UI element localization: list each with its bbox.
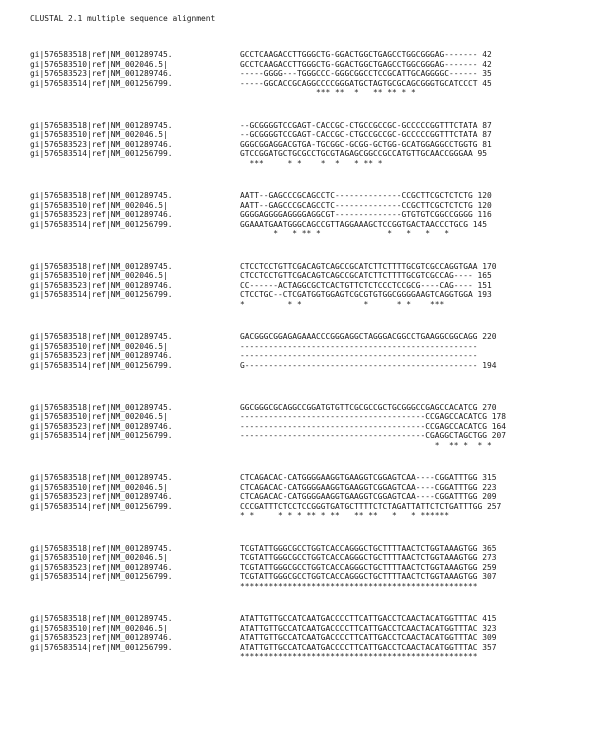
sequence-text: TCGTATTGGGCGCCTGGTCACCAGGGCTGCTTTTAACTCTGGTAAAGTGG xyxy=(240,553,478,562)
alignment-block xyxy=(30,50,600,98)
sequence-text: ---------------------------------------CCGAGCCACATCG xyxy=(240,412,488,421)
sequence-position: 95 xyxy=(477,149,488,158)
alignment-block xyxy=(30,403,600,451)
sequence-text: GTCCGGATGCTGCGCCTGCGTAGAGCGGCCGCCATGTTGCAACCGGGAA xyxy=(240,149,473,158)
sequence-position: 270 xyxy=(482,402,497,412)
sequence-row xyxy=(30,412,600,422)
sequence-position: 87 xyxy=(482,130,492,139)
sequence-id: gi|576583514|ref|NM_001256799. xyxy=(30,572,173,581)
consensus-row xyxy=(30,370,600,380)
sequence-id: gi|576583523|ref|NM_001289746. xyxy=(30,210,173,219)
sequence-position: 81 xyxy=(482,139,492,149)
sequence-position: 220 xyxy=(482,332,497,341)
sequence-id: gi|576583523|ref|NM_001289746. xyxy=(30,69,173,78)
sequence-row xyxy=(30,191,600,201)
consensus-row xyxy=(30,582,600,592)
sequence-position: 273 xyxy=(482,553,497,562)
sequence-text: ATATTGTTGCCATCAATGACCCCTTCATTGACCTCAACTACATGGTTTAC xyxy=(240,633,478,642)
sequence-row xyxy=(30,563,600,573)
sequence-id: gi|576583518|ref|NM_001289745. xyxy=(30,614,173,623)
sequence-id: gi|576583514|ref|NM_001256799. xyxy=(30,290,173,299)
sequence-position: 42 xyxy=(482,50,492,59)
sequence-position: 87 xyxy=(482,120,492,130)
sequence-text: TCGTATTGGGCGCCTGGTCACCAGGGCTGCTTTTAACTCTGGTAAAGTGG xyxy=(240,572,478,581)
sequence-position: 307 xyxy=(482,572,497,581)
sequence-id: gi|576583510|ref|NM_002046.5| xyxy=(30,271,168,280)
sequence-row xyxy=(30,572,600,582)
consensus-row xyxy=(30,159,600,169)
sequence-text: GGGCGGAGGACGTGA-TGCGGC-GCGG-GCTGG-GCATGGAGGCCTGGTG xyxy=(240,139,478,149)
sequence-text: GGAAATGAATGGGCAGCCGTTAGGAAAGCTCCGGTGACTAACCCTGCG xyxy=(240,219,469,229)
sequence-row xyxy=(30,140,600,150)
sequence-text: --GCGGGGTCCGAGT-CACCGC-CTGCCGCCGC-GCCCCCGGTTTCTATA xyxy=(240,130,478,139)
sequence-text: ATATTGTTGCCATCAATGACCCCTTCATTGACCTCAACTACATGGTTTAC xyxy=(240,614,478,623)
sequence-id: gi|576583514|ref|NM_001256799. xyxy=(30,78,173,88)
sequence-position: 309 xyxy=(482,633,497,642)
sequence-id: gi|576583523|ref|NM_001289746. xyxy=(30,280,173,290)
sequence-text: ---------------------------------------CGAGGCTAGCTGG xyxy=(240,431,488,440)
sequence-text: GGCGGGCGCAGGCCGGATGTGTTCGCGCCGCTGCGGGCCGAGCCACATCG xyxy=(240,402,478,412)
alignment-block xyxy=(30,121,600,169)
sequence-row xyxy=(30,281,600,291)
sequence-text: G------------------------------------------------- xyxy=(240,360,478,370)
sequence-position: 151 xyxy=(477,280,492,290)
sequence-position: 145 xyxy=(472,219,488,229)
sequence-id: gi|576583514|ref|NM_001256799. xyxy=(30,149,173,158)
sequence-text: -----GGCACCGCAGGCCCCGGGATGCTAGTGCGCAGCGGGTGCATCCCT xyxy=(240,78,478,88)
sequence-row xyxy=(30,633,600,643)
consensus-marks: *** ** * ** ** * * xyxy=(240,88,445,97)
consensus-marks: * * * * * ** * ** ** ** * * ****** xyxy=(240,511,450,520)
sequence-row xyxy=(30,431,600,441)
sequence-id: gi|576583510|ref|NM_002046.5| xyxy=(30,623,168,633)
consensus-row xyxy=(30,300,600,310)
sequence-position: 194 xyxy=(482,360,497,370)
document-title: CLUSTAL 2.1 multiple sequence alignment xyxy=(30,14,216,23)
sequence-text: --GCGGGGTCCGAGT-CACCGC-CTGCCGCCGC-GCCCCCGGTTTCTATA xyxy=(240,120,478,130)
consensus-marks: ************************************************** xyxy=(240,652,478,661)
sequence-id: gi|576583523|ref|NM_001289746. xyxy=(30,351,173,360)
sequence-row xyxy=(30,69,600,79)
alignment-block xyxy=(30,262,600,310)
sequence-id: gi|576583514|ref|NM_001256799. xyxy=(30,219,173,229)
sequence-id: gi|576583518|ref|NM_001289745. xyxy=(30,473,173,482)
sequence-text: AATT--GAGCCCGCAGCCTC--------------CCGCTTCGCTCTCTG xyxy=(240,200,473,210)
sequence-row xyxy=(30,624,600,634)
sequence-row xyxy=(30,502,600,512)
sequence-id: gi|576583523|ref|NM_001289746. xyxy=(30,633,173,642)
sequence-position: 209 xyxy=(482,492,497,501)
sequence-text: CTCAGACAC-CATGGGGAAGGTGAAGGTCGGAGTCAA----CGGATTTGG xyxy=(240,492,478,501)
sequence-text: -----GGGG---TGGGCCC-GGGCGGCCTCCGCATTGCAGGGGC------ xyxy=(240,69,478,78)
sequence-id: gi|576583518|ref|NM_001289745. xyxy=(30,543,173,553)
sequence-text: TCGTATTGGGCGCCTGGTCACCAGGGCTGCTTTTAACTCTGGTAAAGTGG xyxy=(240,543,478,553)
sequence-row xyxy=(30,473,600,483)
sequence-text: GCCTCAAGACCTTGGGCTG-GGACTGGCTGAGCCTGGCGGGAG------- xyxy=(240,50,478,59)
sequence-row xyxy=(30,210,600,220)
sequence-position: 170 xyxy=(482,261,497,271)
sequence-position: 120 xyxy=(477,200,492,210)
sequence-id: gi|576583518|ref|NM_001289745. xyxy=(30,50,173,59)
sequence-row xyxy=(30,201,600,211)
sequence-position: 365 xyxy=(482,543,497,553)
alignment-blocks xyxy=(30,50,600,662)
consensus-marks: ************************************************** xyxy=(240,581,478,591)
sequence-position: 207 xyxy=(491,431,507,440)
sequence-row xyxy=(30,220,600,230)
sequence-text: ATATTGTTGCCATCAATGACCCCTTCATTGACCTCAACTACATGGTTTAC xyxy=(240,623,478,633)
sequence-row xyxy=(30,262,600,272)
sequence-position: 257 xyxy=(487,501,502,511)
consensus-marks: * * ** * * * * * xyxy=(240,229,450,238)
sequence-row xyxy=(30,50,600,60)
sequence-position: 35 xyxy=(482,69,492,78)
sequence-text: CTCCTCCTGTTCGACAGTCAGCCGCATCTTCTTTTGCGTCGCCAGGTGAA xyxy=(240,261,478,271)
sequence-text: GACGGGCGGAGAGAAACCCGGGAGGCTAGGGACGGCCTGAAGGCGGCAGG xyxy=(240,332,478,341)
sequence-id: gi|576583523|ref|NM_001289746. xyxy=(30,492,173,501)
sequence-id: gi|576583523|ref|NM_001289746. xyxy=(30,421,173,431)
sequence-row xyxy=(30,643,600,653)
sequence-row xyxy=(30,332,600,342)
sequence-id: gi|576583518|ref|NM_001289745. xyxy=(30,261,173,271)
consensus-marks: * * * * * * *** xyxy=(240,299,445,309)
sequence-position: 120 xyxy=(477,191,492,200)
consensus-marks: *** * * * * * ** * xyxy=(240,158,383,168)
sequence-id: gi|576583518|ref|NM_001289745. xyxy=(30,120,173,130)
sequence-id: gi|576583523|ref|NM_001289746. xyxy=(30,139,173,149)
sequence-position: 42 xyxy=(482,59,492,69)
sequence-row xyxy=(30,290,600,300)
sequence-id: gi|576583510|ref|NM_002046.5| xyxy=(30,482,168,492)
sequence-text: TCGTATTGGGCGCCTGGTCACCAGGGCTGCTTTTAACTCTGGTAAAGTGG xyxy=(240,562,478,572)
sequence-row xyxy=(30,422,600,432)
sequence-row xyxy=(30,271,600,281)
sequence-text: AATT--GAGCCCGCAGCCTC--------------CCGCTTCGCTCTCTG xyxy=(240,191,473,200)
sequence-id: gi|576583518|ref|NM_001289745. xyxy=(30,332,173,341)
sequence-id: gi|576583514|ref|NM_001256799. xyxy=(30,501,173,511)
sequence-position: 165 xyxy=(477,271,492,280)
consensus-marks: * ** * * * xyxy=(240,440,492,450)
sequence-text: ---------------------------------------CCGAGCCACATCG xyxy=(240,421,488,431)
consensus-row xyxy=(30,88,600,98)
sequence-text: -------------------------------------------------- xyxy=(240,341,478,351)
sequence-row xyxy=(30,614,600,624)
sequence-text: GCCTCAAGACCTTGGGCTG-GGACTGGCTGAGCCTGGCGGGAG------- xyxy=(240,59,478,69)
sequence-position: 45 xyxy=(482,78,492,88)
sequence-position: 164 xyxy=(491,421,507,431)
sequence-id: gi|576583514|ref|NM_001256799. xyxy=(30,360,173,370)
sequence-row xyxy=(30,403,600,413)
sequence-id: gi|576583514|ref|NM_001256799. xyxy=(30,431,173,440)
sequence-position: 116 xyxy=(477,210,492,219)
consensus-row xyxy=(30,441,600,451)
sequence-text: ATATTGTTGCCATCAATGACCCCTTCATTGACCTCAACTACATGGTTTAC xyxy=(240,642,478,652)
alignment-block xyxy=(30,544,600,592)
sequence-text: -------------------------------------------------- xyxy=(240,351,478,360)
sequence-id: gi|576583523|ref|NM_001289746. xyxy=(30,562,173,572)
sequence-text: CTCCTGC--CTCGATGGTGGAGTCGCGTGTGGCGGGGAAGTCAGGTGGA xyxy=(240,290,473,299)
sequence-row xyxy=(30,149,600,159)
sequence-text: CTCCTCCTGTTCGACAGTCAGCCGCATCTTCTTTTGCGTCGCCAG---- xyxy=(240,271,473,280)
sequence-position: 178 xyxy=(491,412,507,421)
consensus-row xyxy=(30,511,600,521)
sequence-id: gi|576583510|ref|NM_002046.5| xyxy=(30,200,168,210)
sequence-row xyxy=(30,342,600,352)
sequence-row xyxy=(30,553,600,563)
sequence-id: gi|576583510|ref|NM_002046.5| xyxy=(30,412,168,421)
sequence-row xyxy=(30,130,600,140)
consensus-row xyxy=(30,652,600,662)
sequence-id: gi|576583510|ref|NM_002046.5| xyxy=(30,130,168,139)
sequence-position: 223 xyxy=(482,482,497,492)
sequence-id: gi|576583518|ref|NM_001289745. xyxy=(30,402,173,412)
sequence-position: 323 xyxy=(482,623,497,633)
sequence-text: CCCGATTTCTCCTCCGGGTGATGCTTTTCTCTAGATTATTCTCTGATTTGG xyxy=(240,501,483,511)
sequence-position: 259 xyxy=(482,562,497,572)
sequence-position: 357 xyxy=(482,642,497,652)
alignment-block xyxy=(30,614,600,662)
consensus-row xyxy=(30,229,600,239)
sequence-row xyxy=(30,492,600,502)
sequence-position: 415 xyxy=(482,614,497,623)
sequence-text: GGGGAGGGGAGGGGAGGCGT--------------GTGTGTCGGCCGGGG xyxy=(240,210,473,219)
sequence-text: CTCAGACAC-CATGGGGAAGGTGAAGGTCGGAGTCAA----CGGATTTGG xyxy=(240,473,478,482)
sequence-id: gi|576583510|ref|NM_002046.5| xyxy=(30,59,168,69)
sequence-id: gi|576583510|ref|NM_002046.5| xyxy=(30,341,168,351)
sequence-row xyxy=(30,483,600,493)
sequence-text: CC------ACTAGGCGCTCACTGTTCTCTCCCTCCGCG----CAG---- xyxy=(240,280,473,290)
sequence-row xyxy=(30,544,600,554)
alignment-block xyxy=(30,191,600,239)
sequence-id: gi|576583514|ref|NM_001256799. xyxy=(30,642,173,652)
sequence-id: gi|576583518|ref|NM_001289745. xyxy=(30,191,173,200)
sequence-position: 193 xyxy=(477,290,492,299)
sequence-row xyxy=(30,361,600,371)
alignment-block xyxy=(30,473,600,521)
sequence-text: CTCAGACAC-CATGGGGAAGGTGAAGGTCGGAGTCAA----CGGATTTGG xyxy=(240,482,478,492)
sequence-id: gi|576583510|ref|NM_002046.5| xyxy=(30,553,168,562)
sequence-row xyxy=(30,60,600,70)
sequence-row xyxy=(30,351,600,361)
alignment-block xyxy=(30,332,600,380)
sequence-row xyxy=(30,79,600,89)
sequence-row xyxy=(30,121,600,131)
sequence-position: 315 xyxy=(482,473,497,482)
